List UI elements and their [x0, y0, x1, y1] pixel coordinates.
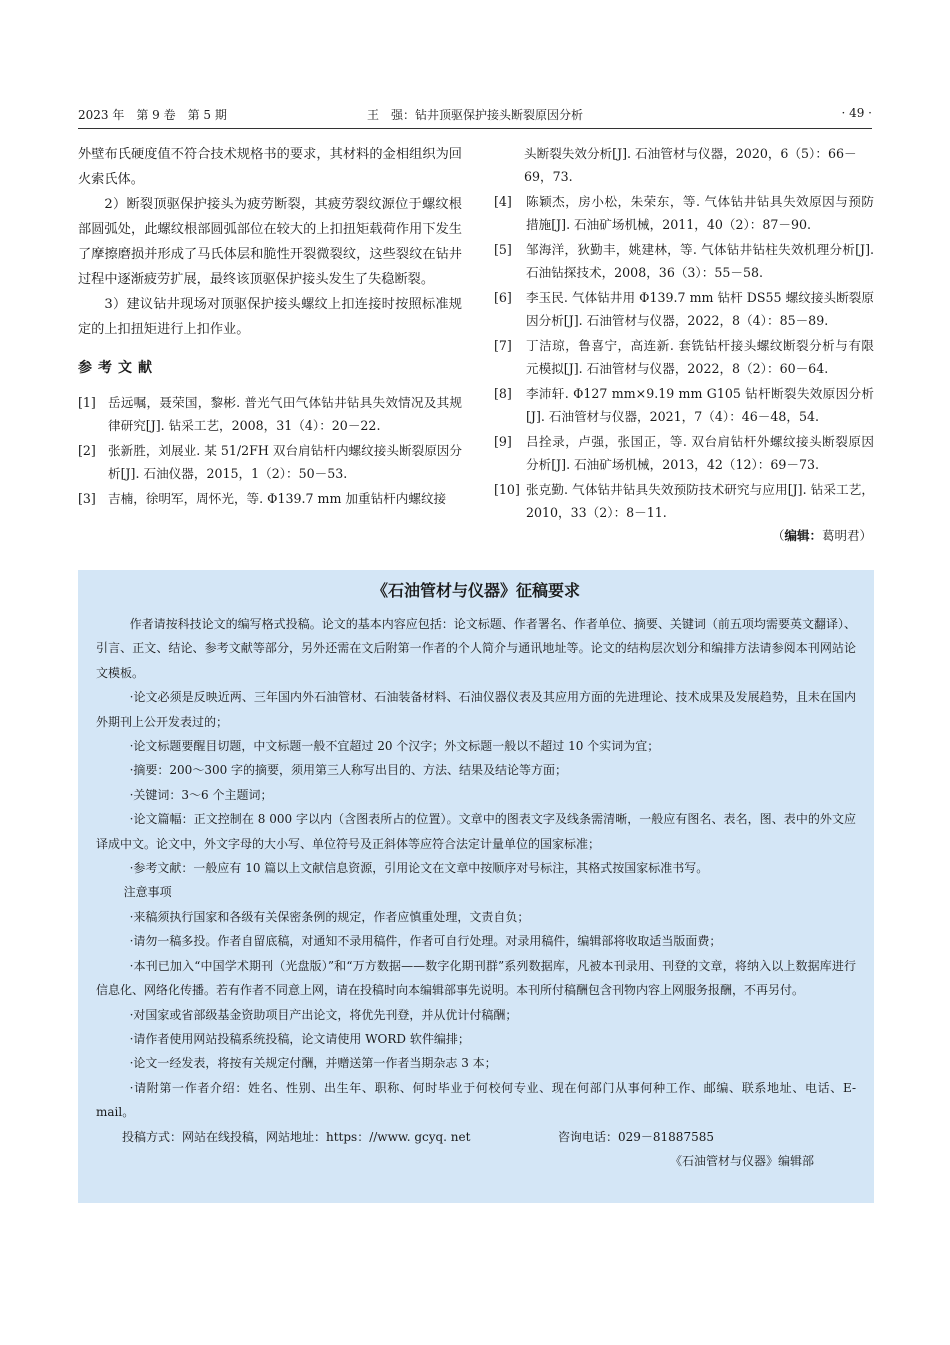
requirement-item: ·关键词：3～6 个主题词；: [129, 787, 273, 802]
left-column: [78, 142, 462, 512]
note-item: ·论文一经发表，将按有关规定付酬，并赠送第一作者当期杂志 3 本；: [129, 1056, 497, 1071]
editor-name: 葛明君: [821, 528, 860, 543]
requirement-item: ·论文篇幅：正文控制在 8 000 字以内（含图表所占的位置）。文章中的图表文字及线条需清晰，一般应有图名、表名，图、表中的外文应译成中文。论文中，外文字母的大小写、单位符号及正斜体等应符合法定计量单位的国家标准；: [96, 812, 856, 851]
reference-number: [9]: [494, 434, 512, 449]
contact-line: [96, 1125, 856, 1149]
reference-number: [10]: [494, 482, 520, 497]
reference-text: 李玉民. 气体钻井用 Φ139.7 mm 钻杆 DS55 螺纹接头断裂原因分析[J]. 石油管材与仪器，2022，8（4）：85－89.: [526, 290, 874, 328]
conclusion-paragraph-2: 2）断裂顶驱保护接头为疲劳断裂，其疲劳裂纹源位于螺纹根部圆弧处，此螺纹根部圆弧部位在较大的上扣扭矩载荷作用下发生了摩擦磨损并形成了马氏体层和脆性开裂微裂纹，这些裂纹在钻井过程中逐渐疲劳扩展，最终该顶驱保护接头发生了失稳断裂。: [78, 197, 462, 287]
reference-continuation: 头断裂失效分析[J]. 石油管材与仪器，2020，6（5）：66－69，73.: [524, 146, 857, 184]
reference-item: [494, 478, 874, 524]
reference-text: 邹海洋，狄勤丰，姚建林，等. 气体钻井钻柱失效机理分析[J]. 石油钻探技术，2008，36（3）：55－58.: [526, 242, 874, 280]
notes-heading: 注意事项: [123, 885, 172, 900]
reference-number: [8]: [494, 386, 512, 401]
reference-text: 丁洁琼，鲁喜宁，高连新. 套铣钻杆接头螺纹断裂分析与有限元模拟[J]. 石油管材与仪器，2022，8（2）：60－64.: [526, 338, 874, 376]
note-item: ·请作者使用网站投稿系统投稿，论文请使用 WORD 软件编排；: [129, 1031, 470, 1046]
editorial-office-signature: 《石油管材与仪器》编辑部: [669, 1153, 814, 1168]
reference-item: [494, 334, 874, 380]
reference-item: [494, 238, 874, 284]
references-heading: 参考文献: [78, 360, 158, 376]
reference-text: 张克勤. 气体钻井钻具失效预防技术研究与应用[J]. 钻采工艺，2010，33（2）：8－11.: [526, 482, 874, 520]
reference-number: [5]: [494, 242, 512, 257]
reference-number: [1]: [78, 395, 96, 410]
call-for-papers-title: 《石油管材与仪器》征稿要求: [371, 581, 580, 600]
reference-text: 吉楠，徐明军，周怀光，等. Φ139.7 mm 加重钻杆内螺纹接: [108, 491, 447, 506]
reference-number: [7]: [494, 338, 512, 353]
journal-issue: 2023 年 第 9 卷 第 5 期: [78, 108, 227, 122]
requirement-item: ·参考文献：一般应有 10 篇以上文献信息资源，引用论文在文章中按顺序对号标注，其格式按国家标准书写。: [129, 861, 709, 876]
conclusion-paragraph-1: 外壁布氏硬度值不符合技术规格书的要求，其材料的金相组织为回火索氏体。: [78, 147, 462, 187]
call-for-papers-box: [78, 570, 874, 1203]
reference-text: 吕拴录，卢强，张国正，等. 双台肩钻杆外螺纹接头断裂原因分析[J]. 石油矿场机械，2013，42（12）：69－73.: [526, 434, 874, 472]
conclusion-paragraph-3: 3）建议钻井现场对顶驱保护接头螺纹上扣连接时按照标准规定的上扣扭矩进行上扣作业。: [78, 297, 462, 337]
page-number: · 49 ·: [841, 106, 872, 120]
reference-text: 李沛轩. Φ127 mm×9.19 mm G105 钻杆断裂失效原因分析[J]. 石油管材与仪器，2021，7（4）：46－48，54.: [526, 386, 874, 424]
reference-item: [494, 190, 874, 236]
call-intro: 作者请按科技论文的编写格式投稿。论文的基本内容应包括：论文标题、作者署名、作者单位、摘要、关键词（前五项均需要英文翻译）、引言、正文、结论、参考文献等部分，另外还需在文后附第一作者的个人简介与通讯地址等。论文的结构层次划分和编排方法请参阅本刊网站论文模板。: [96, 617, 856, 680]
reference-text: 岳远嘱，聂荣国，黎彬. 普光气田气体钻井钻具失效情况及其规律研究[J]. 钻采工艺，2008，31（4）：20－22.: [108, 395, 462, 433]
reference-item: [494, 430, 874, 476]
requirement-item: ·论文标题要醒目切题，中文标题一般不宜超过 20 个汉字；外文标题一般以不超过 10 个实词为宜；: [129, 739, 660, 754]
reference-item: [78, 439, 462, 485]
note-item: ·请附第一作者介绍：姓名、性别、出生年、职称、何时毕业于何校何专业、现在何部门从事何种工作、邮编、联系地址、电话、E-mail。: [96, 1080, 856, 1120]
article-running-title: 王 强：钻井顶驱保护接头断裂原因分析: [366, 108, 583, 122]
consult-phone: 咨询电话：029－81887585: [558, 1129, 714, 1144]
editor-credit: （编辑：葛明君）: [771, 528, 872, 543]
reference-item: [494, 286, 874, 332]
reference-item: [78, 391, 462, 437]
right-column: [494, 142, 874, 526]
reference-number: [3]: [78, 491, 96, 506]
reference-text: 陈颖杰，房小松，朱荣东，等. 气体钻井钻具失效原因与预防措施[J]. 石油矿场机械，2011，40（2）：87－90.: [526, 194, 874, 232]
note-item: ·来稿须执行国家和各级有关保密条例的规定，作者应慎重处理，文责自负；: [129, 909, 530, 924]
reference-text: 张新胜，刘展业. 某 51/2FH 双台肩钻杆内螺纹接头断裂原因分析[J]. 石油仪器，2015，1（2）：50－53.: [108, 443, 462, 481]
note-item: ·本刊已加入“中国学术期刊（光盘版）”和“万方数据——数字化期刊群”系列数据库，凡被本刊录用、刊登的文章，将纳入以上数据库进行信息化、网络化传播。若有作者不同意上网，请在投稿时向本编辑部事先说明。本刊所付稿酬包含刊物内容上网服务报酬，不再另付。: [96, 958, 856, 998]
reference-number: [4]: [494, 194, 512, 209]
reference-item: [78, 487, 462, 510]
reference-number: [6]: [494, 290, 512, 305]
call-for-papers-body: [96, 612, 856, 1173]
reference-number: [2]: [78, 443, 96, 458]
requirement-item: ·论文必须是反映近两、三年国内外石油管材、石油装备材料、石油仪器仪表及其应用方面的先进理论、技术成果及发展趋势，且未在国内外期刊上公开发表过的；: [96, 690, 856, 729]
note-item: ·请勿一稿多投。作者自留底稿，对通知不录用稿件，作者可自行处理。对录用稿件，编辑部将收取适当版面费；: [129, 934, 722, 949]
running-header: [78, 106, 872, 129]
note-item: ·对国家或省部级基金资助项目产出论文，将优先刊登，并从优计付稿酬；: [129, 1007, 518, 1022]
editor-label: 编辑：: [784, 528, 822, 543]
submission-method: 投稿方式：网站在线投稿，网站地址：https：//www. gcyq. net: [122, 1129, 471, 1144]
reference-item: [494, 382, 874, 428]
requirement-item: ·摘要：200～300 字的摘要，须用第三人称写出目的、方法、结果及结论等方面；: [129, 763, 568, 778]
